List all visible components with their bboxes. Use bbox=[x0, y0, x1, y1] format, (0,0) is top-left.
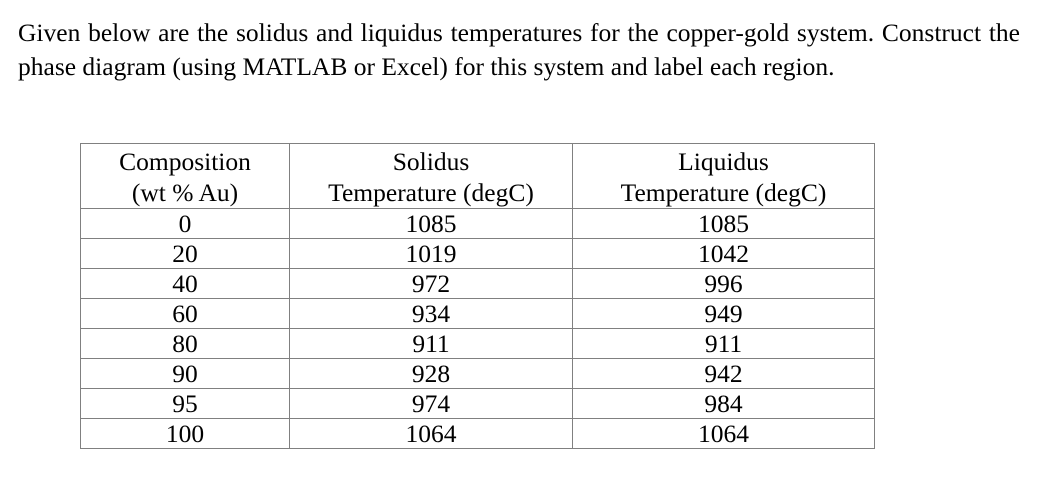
table-row bbox=[81, 209, 875, 239]
cell-composition: 20 bbox=[81, 239, 290, 269]
header-solidus-line2: Temperature (degC) bbox=[328, 178, 534, 207]
cell-solidus: 934 bbox=[290, 299, 573, 329]
cell-solidus: 972 bbox=[290, 269, 573, 299]
header-composition bbox=[81, 144, 290, 209]
cell-solidus: 974 bbox=[290, 389, 573, 419]
header-composition-line2: (wt % Au) bbox=[131, 178, 239, 207]
cell-solidus: 1019 bbox=[290, 239, 573, 269]
header-solidus-line1: Solidus bbox=[392, 147, 470, 176]
cell-liquidus: 949 bbox=[573, 299, 875, 329]
cell-composition: 90 bbox=[81, 359, 290, 389]
header-solidus bbox=[290, 144, 573, 209]
cell-composition: 100 bbox=[81, 419, 290, 449]
cell-liquidus: 1042 bbox=[573, 239, 875, 269]
cell-liquidus: 984 bbox=[573, 389, 875, 419]
cell-solidus: 911 bbox=[290, 329, 573, 359]
header-composition-line1: Composition bbox=[119, 147, 251, 176]
header-liquidus-line2: Temperature (degC) bbox=[620, 178, 827, 207]
table-row bbox=[81, 329, 875, 359]
header-liquidus-line1: Liquidus bbox=[678, 147, 769, 176]
solidus-liquidus-table bbox=[80, 143, 875, 449]
header-liquidus bbox=[573, 144, 875, 209]
cell-liquidus: 911 bbox=[573, 329, 875, 359]
table-row bbox=[81, 239, 875, 269]
cell-composition: 0 bbox=[81, 209, 290, 239]
table-row bbox=[81, 419, 875, 449]
table-row bbox=[81, 359, 875, 389]
table-row bbox=[81, 269, 875, 299]
header-row bbox=[81, 144, 875, 209]
table-row bbox=[81, 389, 875, 419]
cell-composition: 40 bbox=[81, 269, 290, 299]
cell-liquidus: 1064 bbox=[573, 419, 875, 449]
table-body bbox=[81, 209, 875, 449]
table-header bbox=[81, 144, 875, 209]
cell-liquidus: 942 bbox=[573, 359, 875, 389]
cell-composition: 80 bbox=[81, 329, 290, 359]
cell-solidus: 928 bbox=[290, 359, 573, 389]
table-row bbox=[81, 299, 875, 329]
cell-solidus: 1085 bbox=[290, 209, 573, 239]
cell-composition: 95 bbox=[81, 389, 290, 419]
cell-composition: 60 bbox=[81, 299, 290, 329]
cell-liquidus: 996 bbox=[573, 269, 875, 299]
cell-liquidus: 1085 bbox=[573, 209, 875, 239]
cell-solidus: 1064 bbox=[290, 419, 573, 449]
problem-statement: Given below are the solidus and liquidus temperatures for the copper-gold system. Construct the phase diagram (using MATLAB or Excel) for this system and label each region. bbox=[18, 18, 1020, 81]
